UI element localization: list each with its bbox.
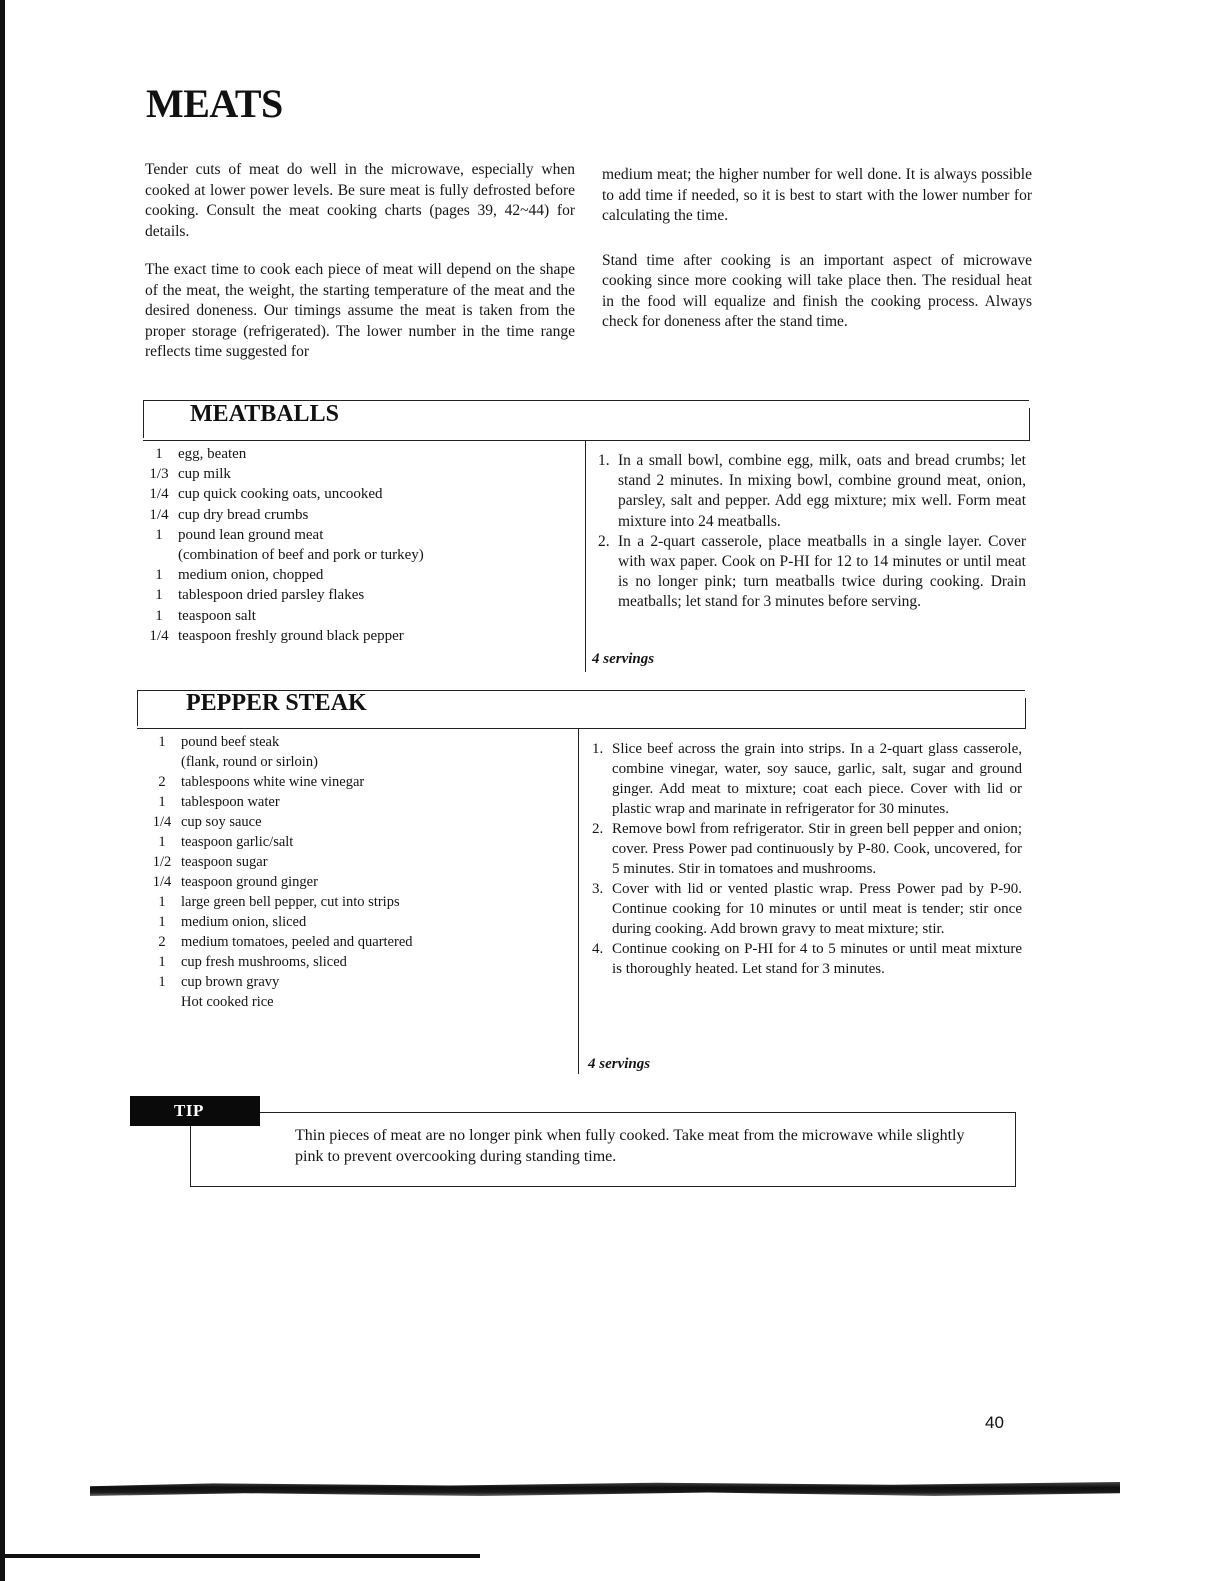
pepper-steak-steps <box>592 739 1022 979</box>
ingredient-item: 1 teaspoon garlic/salt <box>158 834 294 850</box>
ingredient-item: 1 pound lean ground meat <box>155 526 324 543</box>
step-item: 2. In a 2-quart casserole, place meatballs in a single layer. Cover with wax paper. Cook on P-HI for 12 to 14 minutes or until meat is no longer pink; turn meatballs twice during cooking. Drain meatballs; let stand for 3 minutes before serving. <box>598 532 1026 611</box>
tip-text: Thin pieces of meat are no longer pink when fully cooked. Take meat from the microwave while slightly pink to prevent overcooking during standing time. <box>295 1127 965 1165</box>
section-rule <box>137 690 138 726</box>
step-item: 1. Slice beef across the grain into strips. In a 2-quart glass casserole, combine vinegar, water, soy sauce, garlic, salt, sugar and ground ginger. Add meat to mixture; coat each piece. Cover with lid or plastic wrap and marinate in refrigerator for 30 minutes. <box>592 741 1022 817</box>
ingredient-item: 1/4 cup quick cooking oats, uncooked <box>149 486 383 503</box>
ingredient-item: 1/4 cup dry bread crumbs <box>149 506 309 523</box>
meatballs-heading: MEATBALLS <box>190 401 339 427</box>
step-item: 3. Cover with lid or vented plastic wrap. Press Power pad by P-90. Continue cooking for 10 minutes or until meat is tender; stir once during cooking. Add brown gravy to meat mixture; stir. <box>592 881 1022 937</box>
intro-column-right <box>602 165 1032 351</box>
ingredient-item: (flank, round or sirloin) <box>181 754 318 770</box>
intro-paragraph: medium meat; the higher number for well done. It is always possible to add time if needed, so it is best to start with the lower number for calculating the time. <box>602 166 1032 224</box>
ingredient-item: 2 tablespoons white wine vinegar <box>158 774 365 790</box>
ingredient-item: 1 pound beef steak <box>158 734 280 750</box>
step-item: 1. In a small bowl, combine egg, milk, oats and bread crumbs; let stand 2 minutes. In mixing bowl, combine ground meat, onion, parsley, salt and pepper. Add egg mixture; mix well. Form meat mixture into 24 meatballs. <box>598 452 1026 530</box>
meatballs-steps <box>598 451 1026 613</box>
ingredient-item: 1/4 teaspoon freshly ground black pepper <box>149 627 404 644</box>
tip-rule <box>190 1126 191 1186</box>
scan-bottom-edge <box>0 1554 480 1558</box>
ingredient-item: 1 large green bell pepper, cut into strips <box>158 894 400 910</box>
step-item: 4. Continue cooking on P-HI for 4 to 5 minutes or until meat mixture is thoroughly heated. Let stand for 3 minutes. <box>592 941 1022 977</box>
pepper-steak-heading: PEPPER STEAK <box>186 690 367 716</box>
ingredient-item: 1/3 cup milk <box>149 466 231 483</box>
page-title: MEATS <box>146 81 283 126</box>
ingredient-item: Hot cooked rice <box>181 994 274 1010</box>
tip-rule <box>190 1186 1016 1187</box>
section-rule <box>143 400 144 438</box>
ingredient-item: 1 cup brown gravy <box>158 974 280 990</box>
ingredient-item: 1 tablespoon water <box>158 794 280 810</box>
section-rule <box>1025 698 1026 728</box>
scan-left-edge <box>0 0 5 1581</box>
intro-paragraph: Stand time after cooking is an important aspect of microwave cooking since more cooking will take place then. The residual heat in the food will equalize and finish the cooking process. Always check for doneness after the stand time. <box>602 251 1032 330</box>
ingredient-item: 1 tablespoon dried parsley flakes <box>155 587 365 604</box>
tip-label: TIP <box>130 1096 260 1126</box>
tip-rule <box>1015 1112 1016 1186</box>
ingredient-item: 1 medium onion, chopped <box>155 567 324 584</box>
column-divider <box>578 728 579 1074</box>
section-rule <box>1029 408 1030 440</box>
pepper-steak-ingredients <box>143 732 563 1012</box>
meatballs-servings: 4 servings <box>592 651 655 667</box>
intro-paragraph: Tender cuts of meat do well in the microwave, especially when cooked at lower power levels. Be sure meat is fully defrosted before cooking. Consult the meat cooking charts (pages 39, 42~44) for details. <box>145 161 575 240</box>
ingredient-item: 1 teaspoon salt <box>155 607 256 624</box>
ingredient-item: 1/4 teaspoon ground ginger <box>152 874 318 890</box>
ingredient-item: 2 medium tomatoes, peeled and quartered <box>158 934 413 950</box>
section-rule <box>137 728 1026 729</box>
ingredient-item: 1/4 cup soy sauce <box>152 814 262 830</box>
ingredient-item: 1 cup fresh mushrooms, sliced <box>158 954 347 970</box>
intro-paragraph: The exact time to cook each piece of meat will depend on the shape of the meat, the weight, the starting temperature of the meat and the desired doneness. Our timings assume the meat is taken from the proper storage (refrigerated). The lower number in the time range reflects time suggested for <box>145 261 575 360</box>
ingredient-item: 1 medium onion, sliced <box>158 914 307 930</box>
section-rule <box>143 440 1030 441</box>
intro-column-left <box>145 160 575 381</box>
tip-rule <box>260 1112 1015 1113</box>
ingredient-item: 1/2 teaspoon sugar <box>152 854 268 870</box>
meatballs-ingredients <box>140 444 560 646</box>
step-item: 2. Remove bowl from refrigerator. Stir in green bell pepper and onion; cover. Press Power pad continuously by P-80. Cook, uncovered, for 5 minutes. Stir in tomatoes and mushrooms. <box>592 821 1022 877</box>
ingredient-item: (combination of beef and pork or turkey) <box>178 547 424 564</box>
pepper-steak-servings: 4 servings <box>588 1056 651 1072</box>
page-number: 40 <box>985 1413 1004 1432</box>
ingredient-item: 1 egg, beaten <box>155 446 247 462</box>
column-divider <box>585 440 586 672</box>
scan-footer-band <box>90 1482 1120 1496</box>
